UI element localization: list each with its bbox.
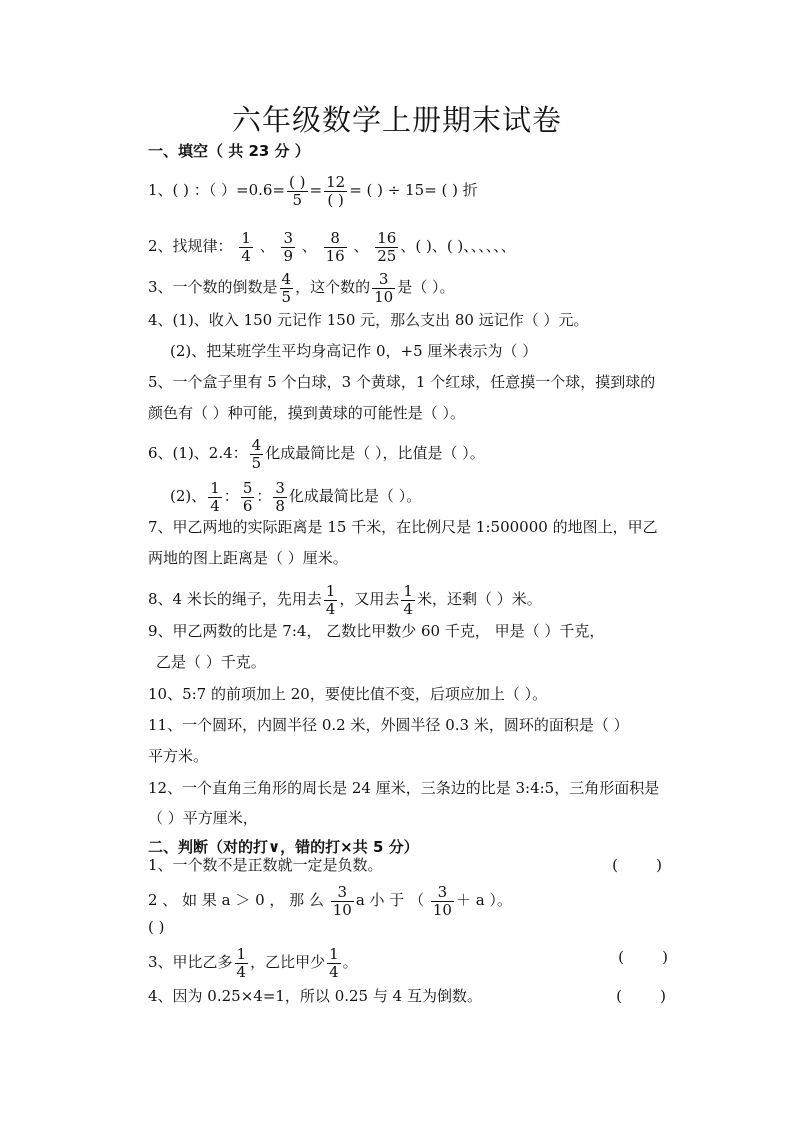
- numerator: 1: [210, 479, 220, 497]
- q2-fraction-2: [281, 230, 295, 264]
- denominator: 10: [332, 900, 352, 919]
- q2-text-a: 2、找规律：: [148, 237, 233, 255]
- numerator: 1: [403, 582, 413, 600]
- separator: 、: [301, 237, 317, 255]
- judge-4: [148, 985, 666, 1007]
- question-9-line-2: 乙是（ ）千克。: [156, 653, 266, 671]
- judge-2-text-a: 2 、 如 果 a ＞ 0 ， 那 么: [148, 891, 324, 909]
- denominator: 5: [292, 190, 303, 209]
- denominator: 4: [403, 599, 413, 618]
- question-4-part-2: (2)、把某班学生平均身高记作 0，+5 厘米表示为（ ）: [170, 342, 538, 360]
- question-11-line-1: 11、一个圆环，内圆半径 0.2 米，外圆半径 0.3 米，圆环的面积是（ ）: [148, 716, 629, 734]
- q2-fraction-1: [239, 230, 253, 264]
- denominator: 8: [275, 496, 285, 515]
- q6b-fraction-2: [241, 480, 255, 514]
- q6b-fraction-1: [208, 480, 222, 514]
- q2-text-b: 、( )、( )、、、、、、: [400, 237, 516, 255]
- numerator: 3: [431, 884, 454, 902]
- judge-2-text-c: ＋ a ）。: [455, 891, 512, 909]
- judge-2-answer-line: [148, 916, 164, 938]
- question-2: [148, 229, 516, 265]
- q2-fraction-3: [324, 230, 347, 264]
- question-12-line-2: （ ）平方厘米，: [148, 809, 258, 827]
- q3-text-a: 3、一个数的倒数是: [148, 278, 278, 296]
- judge-1: [148, 854, 662, 876]
- answer-paren: ( ): [616, 987, 666, 1005]
- q8-text-c: 米，还剩（ ）米。: [416, 590, 542, 608]
- denominator: 4: [241, 246, 251, 265]
- denominator: 10: [432, 900, 452, 919]
- judge-2-fraction-1: [331, 884, 354, 918]
- numerator: 8: [324, 230, 347, 248]
- question-3: [148, 270, 455, 306]
- denominator: 5: [281, 287, 292, 306]
- numerator: 1: [236, 945, 247, 963]
- separator: 、: [353, 237, 369, 255]
- q6b-text-a: (2)、: [170, 487, 207, 505]
- judge-3: [148, 945, 668, 981]
- denominator: 5: [251, 453, 262, 472]
- question-7-line-1: 7、甲乙两地的实际距离是 15 千米，在比例尺是 1:500000 的地图上，甲乙: [148, 518, 658, 536]
- q8-text-b: ，又用去: [339, 590, 400, 608]
- numerator: 4: [281, 270, 292, 288]
- q3-fraction-1: [280, 271, 294, 305]
- q3-text-b: ，这个数的: [295, 278, 371, 296]
- judge-3-text-a: 3、甲比乙多: [148, 953, 233, 971]
- q6a-text-a: 6、(1)、2.4：: [148, 444, 248, 462]
- q1-fraction-2: [324, 174, 347, 208]
- numerator: 5: [242, 479, 253, 497]
- equals-sign: =: [309, 181, 323, 199]
- answer-paren: ( ): [618, 948, 668, 966]
- denominator: 16: [325, 246, 345, 265]
- numerator: ( ): [289, 173, 306, 191]
- q6b-text-b: 化成最简比是（ ）。: [288, 487, 422, 505]
- q6a-text-b: 化成最简比是（ ），比值是（ ）。: [265, 444, 485, 462]
- page-title: 六年级数学上册期末试卷: [231, 103, 562, 137]
- numerator: 4: [251, 436, 262, 454]
- judge-3-text-c: 。: [342, 953, 358, 971]
- question-7-line-2: 两地的图上距离是（ ）厘米。: [148, 549, 348, 567]
- answer-paren: ( ): [148, 918, 165, 936]
- denominator: 4: [329, 962, 339, 981]
- question-12-line-1: 12、一个直角三角形的周长是 24 厘米，三条边的比是 3:4:5，三角形面积是: [148, 779, 660, 797]
- q8-fraction-1: [324, 583, 338, 617]
- question-8: [148, 582, 542, 618]
- judge-2-text-b: a 小 于 （: [355, 891, 425, 909]
- colon: ：: [256, 487, 272, 505]
- numerator: 16: [377, 229, 397, 247]
- denominator: 10: [374, 287, 394, 306]
- q8-text-a: 8、4 米长的绳子，先用去: [148, 590, 322, 608]
- section-heading-judge: 二、判断（对的打∨，错的打×共 5 分）: [148, 838, 419, 856]
- q1-text-a: 1、( ) ：（ ）=0.6=: [148, 181, 286, 199]
- q3-fraction-2: [372, 271, 395, 305]
- denominator: 9: [283, 246, 293, 265]
- judge-3-text-b: ，乙比甲少: [250, 953, 326, 971]
- denominator: 6: [242, 496, 253, 515]
- colon: ：: [223, 487, 239, 505]
- denominator: 4: [236, 962, 247, 981]
- judge-4-text: 4、因为 0.25×4=1，所以 0.25 与 4 互为倒数。: [148, 987, 482, 1005]
- judge-2-fraction-2: [431, 884, 454, 918]
- denominator: 4: [210, 496, 220, 515]
- q1-fraction-1: [287, 174, 307, 208]
- question-6-part-2: [170, 479, 422, 515]
- numerator: 3: [275, 479, 285, 497]
- question-5-line-2: 颜色有（ ）种可能，摸到黄球的可能性是（ ）。: [148, 404, 466, 422]
- numerator: 3: [283, 229, 293, 247]
- judge-1-text: 1、一个数不是正数就一定是负数。: [148, 856, 383, 874]
- question-6-part-1: [148, 436, 485, 472]
- separator: 、: [259, 237, 275, 255]
- judge-2: [148, 883, 688, 919]
- q2-fraction-4: [375, 230, 398, 264]
- numerator: 3: [372, 271, 395, 289]
- judge-3-fraction-2: [327, 946, 341, 980]
- q6a-fraction: [250, 437, 264, 471]
- numerator: 1: [241, 229, 251, 247]
- question-10: 10、5:7 的前项加上 20，要使比值不变，后项应加上（ ）。: [148, 685, 548, 703]
- q3-text-c: 是（ ）。: [397, 278, 455, 296]
- section-heading-fill: 一、填空（ 共 23 分 ）: [148, 142, 310, 160]
- judge-3-fraction-1: [235, 946, 249, 980]
- question-4-part-1: 4、(1)、收入 150 元记作 150 元，那么支出 80 远记作（ ）元。: [148, 311, 589, 329]
- answer-paren: ( ): [612, 856, 662, 874]
- numerator: 12: [326, 173, 346, 191]
- numerator: 3: [331, 884, 354, 902]
- denominator: 25: [377, 246, 397, 265]
- question-9-line-1: 9、甲乙两数的比是 7:4， 乙数比甲数少 60 千克， 甲是（ ）千克，: [148, 622, 605, 640]
- numerator: 1: [325, 582, 336, 600]
- q1-text-b: = ( ) ÷ 15= ( ) 折: [349, 181, 478, 199]
- question-11-line-2: 平方米。: [148, 747, 209, 765]
- numerator: 1: [329, 945, 339, 963]
- question-1: [148, 173, 478, 209]
- question-5-line-1: 5、一个盒子里有 5 个白球，3 个黄球，1 个红球，任意摸一个球，摸到球的: [148, 373, 656, 391]
- q8-fraction-2: [401, 583, 415, 617]
- denominator: ( ): [327, 190, 344, 209]
- q6b-fraction-3: [273, 480, 287, 514]
- denominator: 4: [325, 599, 336, 618]
